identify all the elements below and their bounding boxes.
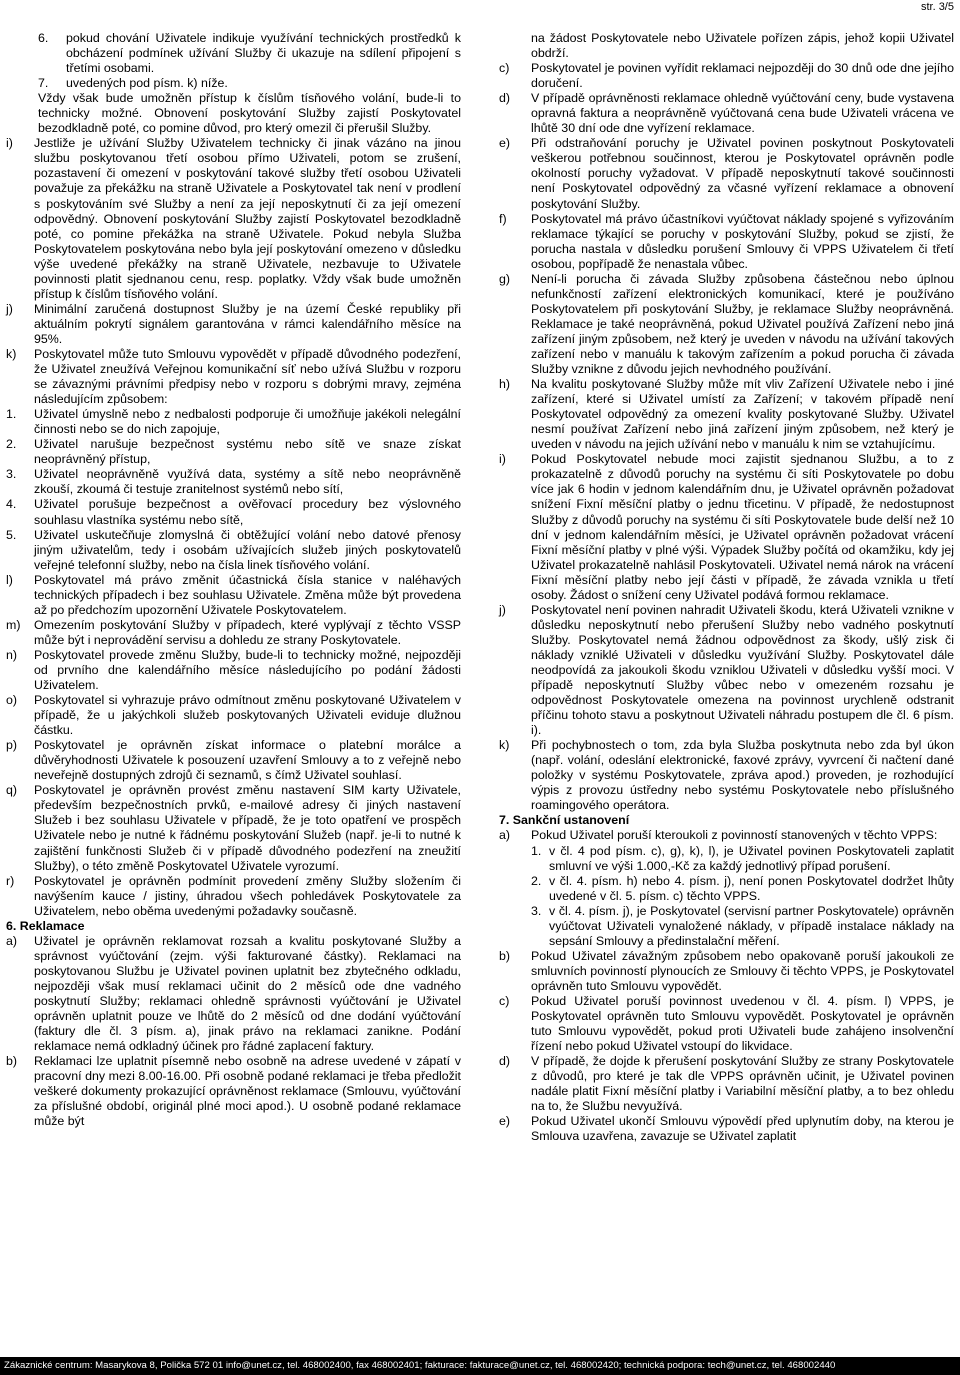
clause-text: Reklamaci lze uplatnit písemně nebo osobně na adrese uvedené v zápatí v pracovní dny mezi 8.00-16.00. Při osobně podané reklamaci je třeba předložit veškeré dokumenty prokazující oprávněnost reklamace (Smlouvu, vyúčtování za příslušné období, originál plné moci apod.). U osobně podané reklamace může být [34, 1054, 461, 1129]
item-text: Uživatel narušuje bezpečnost systému nebo sítě ve snaze získat neoprávněný přístup, [34, 437, 461, 467]
sub-list [499, 844, 954, 949]
clause-label: d) [499, 1054, 511, 1069]
clause-p [6, 738, 461, 783]
clause-label: f) [499, 211, 507, 226]
clause-text: Poskytovatel může tuto Smlouvu vypovědět v případě důvodného podezření, že Uživatel zneužívá Veřejnou komunikační síť nebo užívá Službu v rozporu se závaznými právními předpisy nebo v rozporu s dobrými mravy, zejména následujícím způsobem: [34, 346, 461, 407]
continued-text: na žádost Poskytovatele nebo Uživatele pořízen zápis, jehož kopii Uživatel obdrží. [531, 31, 954, 61]
clause-text: Uživatel je oprávněn reklamovat rozsah a kvalitu poskytované Služby a správnost vyúčtování (zejm. výši fakturované částky). Reklamaci na poskytovanou Službu je Uživatel povinen uplatnit bez zbytečného odkladu, nejpozději však musí reklamaci učinit do 2 měsíců ode dne vadného poskytnutí Služby; reklamaci ohledně správnosti vyúčtování je Uživatel oprávněn uplatnit pouze ve lhůtě do 2 měsíců od dne dodání vyúčtování (faktury dle čl. 3 písm. a), jinak právo na reklamaci zanikne. Podání reklamace nemá odkladný účinek pro řádné zaplacení faktury. [34, 933, 461, 1054]
list-item [531, 844, 954, 874]
clause-k [6, 347, 461, 407]
clause-i [6, 136, 461, 302]
top-numbered-list [6, 31, 461, 91]
clause-k [499, 738, 954, 813]
clause-c [499, 61, 954, 91]
clause-label: b) [499, 948, 511, 963]
clause-text: Poskytovatel si vyhrazuje právo odmítnout změnu poskytované Uživatelem v případě, že u jakýchkoli služeb poskytovaných Uživateli eviduje dlužnou částku. [34, 693, 461, 738]
clause-text: Omezením poskytování Služby v případech, které vyplývají z těchto VSSP může být i neprovádění servisu a dohledu ze strany Poskytovatele. [34, 617, 461, 647]
clause-label: e) [499, 136, 511, 151]
clause-q [6, 783, 461, 873]
clause-text: Poskytovatel je povinen vyřídit reklamaci nejpozději do 30 dnů ode dne jejího doručení. [531, 61, 954, 91]
item-label: 2. [531, 873, 542, 888]
abuse-list [6, 407, 461, 573]
clause-text: Na kvalitu poskytované Služby může mít vliv Zařízení Uživatele nebo i jiné zařízení, které si Uživatel umístí za Zařízení; v takovém případě není Poskytovatel odpovědný za omezení kvality poskytované Služby. Uživatel nesmí používat Zařízení nebo jiná zařízení jiným způsobem, než který je uveden v návodu na jejich užívání nebo v manuálu k nim se vztahujícímu. [531, 377, 954, 452]
clause-c [499, 994, 954, 1054]
clause-label: q) [6, 783, 18, 798]
clause-text: V případě oprávněnosti reklamace ohledně vyúčtování ceny, bude vystavena opravná faktura a neoprávněně vyúčtovaná cena bude Uživateli vrácena ve lhůtě 30 dní ode dne vyřízení reklamace. [531, 91, 954, 136]
list-item [531, 874, 954, 904]
emergency-note: Vždy však bude umožněn přístup k číslům tísňového volání, bude-li to technicky možné. Obnovení poskytování Služby zajistí Poskytovatel bezodkladně poté, co pomine důvod, pro který omezil či přerušil Služby. [38, 91, 461, 136]
clause-label: m) [6, 617, 21, 632]
clause-e [499, 136, 954, 211]
list-item [38, 31, 461, 76]
item-text: v čl. 4. písm. h) nebo 4. písm. j), není ponen Poskytovatel dodržet lhůty uvedené v čl. 5. písm. c) těchto VPPS. [549, 873, 954, 903]
clause-text: Pokud Uživatel závažným způsobem nebo opakovaně poruší jakoukoli ze smluvních povinností plynoucích ze Smlouvy či těchto VPPS, je Poskytovatel oprávněn tuto Smlouvu vypovědět. [531, 948, 954, 993]
clause-b [499, 949, 954, 994]
left-column [6, 31, 461, 1129]
list-item [6, 467, 461, 497]
clause-text: Poskytovatel provede změnu Služby, bude-li to technicky možné, nejpozději od prvního dne kalendářního měsíce následujícího po podání žádosti Uživatelem. [34, 647, 461, 693]
clause-label: i) [6, 136, 13, 151]
item-label: 5. [6, 527, 17, 542]
clause-label: o) [6, 693, 18, 708]
clause-i [499, 452, 954, 602]
clause-label: b) [6, 1054, 18, 1069]
clause-label: e) [499, 1114, 511, 1129]
item-label: 4. [6, 497, 17, 512]
clause-n [6, 648, 461, 693]
clause-text: Pokud Uživatel poruší kteroukoli z povinností stanovených v těchto VPPS: [531, 828, 938, 843]
item-text: uvedených pod písm. k) níže. [66, 76, 228, 91]
list-item [531, 904, 954, 949]
clause-text: Poskytovatel má právo účastníkovi vyúčtovat náklady spojené s vyřizováním reklamace týkající se poruchy v poskytování Služby, pokud se zjistí, že porucha nastala v důsledku porušení Smlouvy či VPPS Uživatelem či třetí osobou, popřípadě že nenastala vůbec. [531, 211, 954, 271]
clause-label: a) [6, 933, 18, 948]
clause-list [6, 934, 461, 1130]
clause-e [499, 1114, 954, 1144]
clause-h [499, 377, 954, 452]
clause-list [6, 136, 461, 407]
item-label: 1. [531, 843, 542, 858]
clause-text: V případě, že dojde k přerušení poskytování Služby ze strany Poskytovatele z důvodů, pro které je tak dle VPPS oprávněn učinit, je Uživatel povinen nadále platit Fixní měsíční platby i Variabilní měsíční platby, a to bez ohledu na to, že Službu nevyužívá. [531, 1054, 954, 1114]
clause-b [6, 1054, 461, 1129]
clause-text: Poskytovatel je oprávněn získat informace o platební morálce a důvěryhodnosti Uživatele k posouzení uzavření Smlouvy a to z veřejně nebo neveřejně dostupných zdrojů či seznamů, s čímž Uživatel souhlasí. [34, 738, 461, 783]
item-text: v čl. 4 pod písm. c), g), k), l), je Uživatel povinen Poskytovateli zaplatit smluvní ve výši 1.000,-Kč za každý jednotlivý případ porušení. [549, 843, 954, 873]
list-item [6, 497, 461, 527]
clause-list [499, 61, 954, 813]
clause-l [6, 573, 461, 618]
item-label: 2. [6, 437, 17, 452]
clause-text: Poskytovatel má právo změnit účastnická čísla stanice v naléhavých technických případech i bez souhlasu Uživatele. Změna může být provedena až po předchozím upozornění Uživatele Poskytovatelem. [34, 572, 461, 617]
item-label: 1. [6, 407, 17, 422]
clause-m [6, 618, 461, 648]
clause-label: i) [499, 452, 506, 467]
item-text: Uživatel neoprávněně využívá data, systémy a sítě nebo neoprávněně zkouší, zkoumá či testuje zranitelnost systémů nebo sítí, [34, 467, 461, 497]
item-text: Uživatel uskutečňuje zlomyslná či obtěžující volání nebo datové přenosy jiným uživatelům, tedy i osobám užívajících služeb jiných poskytovatelů veřejné telefonní služby, nebo na čísla linek tísňového volání. [34, 527, 461, 572]
clause-a [499, 828, 954, 843]
clause-d [499, 1054, 954, 1114]
clause-text: Minimální zaručená dostupnost Služby je na území České republiky při aktuálním pokrytí signálem garantována v rámci kalendářního měsíce na 95%. [34, 301, 461, 346]
clause-r [6, 874, 461, 919]
clause-label: a) [499, 828, 511, 843]
clause-label: l) [6, 572, 13, 587]
clause-o [6, 693, 461, 738]
clause-label: j) [6, 301, 13, 316]
clause-label: c) [499, 61, 510, 76]
clause-label: p) [6, 738, 18, 753]
item-text: pokud chování Uživatele indikuje využívání technických prostředků k obcházení podmínek užívání Služby či ukazuje na sdílení připojení s třetími osobami. [66, 31, 461, 76]
footer-contact-bar: Zákaznické centrum: Masarykova 8, Polička 572 01 info@unet.cz, tel. 468002400, fax 468002401; fakturace: fakturace@unet.cz, tel. 468002420; technická podpora: tech@unet.cz, tel. 468002440 [0, 1357, 960, 1375]
item-text: Uživatel úmyslně nebo z nedbalosti podporuje či umožňuje jakékoli nelegální činnosti nebo se do nich zapojuje, [34, 407, 461, 437]
clause-label: k) [499, 738, 510, 753]
clause-text: Pokud Uživatel poruší povinnost uvedenou v čl. 4. písm. l) VPPS, je Poskytovatel oprávněn tuto Smlouvu vypovědět. Poskytovatel je oprávněn tuto Smlouvu vypovědět, pokud proti Uživateli bude zahájeno insolvenční řízení nebo pokud Uživatel vstoupí do likvidace. [531, 994, 954, 1054]
item-label: 3. [6, 467, 17, 482]
item-label: 6. [38, 31, 49, 45]
clause-label: r) [6, 873, 15, 888]
clause-label: j) [499, 602, 506, 617]
clause-d [499, 91, 954, 136]
section-heading-sankce: 7. Sankční ustanovení [499, 813, 630, 828]
right-column [499, 31, 954, 1144]
clause-text: Při pochybnostech o tom, zda byla Služba poskytnuta nebo zda byl úkon (např. volání, odeslání elektronické, faxové zprávy, vyvrcení či načtení dané položky v systému Poskytovatele, zpráva apod.) proveden, je rozhodující výpis z provozu ústředny nebo systému Poskytovatele nebo příslušného roamingového operátora. [531, 738, 954, 813]
clause-text: Poskytovatel je oprávněn provést změnu nastavení SIM karty Uživatele, především bezpečnostních prvků, e-mailové adresy či jiných nastavení Služeb i bez souhlasu Uživatele v případě, že je toto opatření ve prospěch Uživatele nebo je nutné k řádnému poskytování Služeb (např. je-li to nutné k zajištění funkčnosti Služeb či v případě důvodného podezření na zneužití Služby), o této změně Poskytovatel Uživatele vyrozumí. [34, 783, 461, 873]
clause-label: n) [6, 647, 18, 662]
clause-list [499, 949, 954, 1145]
clause-j [6, 302, 461, 347]
clause-label: g) [499, 271, 511, 286]
clause-j [499, 603, 954, 738]
clause-label: h) [499, 377, 511, 392]
clause-label: k) [6, 346, 17, 361]
list-item [6, 528, 461, 573]
clause-text: Poskytovatel není povinen nahradit Uživateli škodu, která Uživateli vznikne v důsledku neposkytnutí nebo přerušení Služby nebo vadného poskytnutí Služby. Poskytovatel nemá žádnou odpovědnost za škody, ušlý zisk či náklady vzniklé Uživateli v důsledku využívání Služby. Poskytovatel dále neodpovídá za jakoukoli škodu vzniklou Uživateli v důsledku vyšší moci. V případě neposkytnutí Služby vůbec nebo v omezeném rozsahu je odpovědnost Poskytovatele omezena na povinnost urychleně odstranit příčinu tohoto stavu a poskytnout Uživateli náhradu postupem dle čl. 6 písm. i). [531, 602, 954, 738]
clause-g [499, 272, 954, 377]
list-item [6, 437, 461, 467]
list-item [38, 76, 461, 91]
clause-text: Při odstraňování poruchy je Uživatel povinen poskytnout Poskytovateli veškerou potřebnou součinnost, kterou je Poskytovatel oprávněn podle okolností poruchy vyžadovat. V případě neposkytnutí takové součinnosti není Poskytovatel odpovědný za včasné vyřízení reklamace a obnovení poskytování Služby. [531, 136, 954, 211]
clause-text: Poskytovatel je oprávněn podmínit provedení změny Služby složením či navýšením kauce / jistiny, úhradou všech pohledávek Poskytovatele za Uživatelem, nebo oběma uvedenými požadavky současně. [34, 873, 461, 918]
item-text: Uživatel porušuje bezpečnost a ověřovací procedury bez výslovného souhlasu vlastníka systému nebo sítě, [34, 497, 461, 527]
item-text: v čl. 4. písm. j), je Poskytovatel (servisní partner Poskytovatele) oprávněn vyúčtovat Uživateli vynaložené náklady, v případě instalace náklady na sepsání Smlouvy a předinstalační měření. [549, 903, 954, 948]
clause-text: Není-li porucha či závada Služby způsobena částečnou nebo úplnou nefunkčností zařízení elektronických komunikací, které je používáno Poskytovatelem při poskytování Služby, je reklamace Služby neoprávněná. Reklamace je také neoprávněná, pokud Uživatel používá Zařízení nebo jiná zařízení jiným způsobem, než který je uveden v návodu na užívání takových zařízení nebo v manuálu k takovým zařízením a pokud porucha či závada Služby vznikne z důvodu jejich nevhodného používání. [531, 271, 954, 377]
clause-a [6, 934, 461, 1054]
clause-list [6, 573, 461, 919]
list-item [6, 407, 461, 437]
clause-text: Pokud Uživatel ukončí Smlouvu výpovědí před uplynutím doby, na kterou je Smlouva uzavřena, zavazuje se Uživatel zaplatit [531, 1114, 954, 1144]
item-label: 7. [38, 76, 49, 91]
clause-f [499, 212, 954, 272]
clause-label: d) [499, 91, 511, 106]
page-number: str. 3/5 [920, 1, 954, 13]
clause-label: c) [499, 994, 510, 1008]
clause-text: Jestliže je užívání Služby Uživatelem technicky či jinak vázáno na jinou službu poskytovanou třetí osobou přímo Uživateli, potom se zrušení, pozastavení či omezení v poskytování takové služby třetí osobou Uživateli považuje za překážku na straně Uživatele a Poskytovatel tak není v prodlení s poskytováním své Služby a není za její neposkytnutí či za její omezení odpovědný. Obnovení poskytování Služby zajistí Poskytovatel bezodkladně poté, co pomine překážka na straně Uživatele. Pokud nebyla Služba Poskytovatelem poskytována nebo byla její poskytování omezeno v důsledku výše uvedené překážky na straně Uživatele, nezbavuje to Uživatele povinnosti platit sjednanou cenu, resp. poplatky. Vždy však bude umožněn přístup k číslům tísňového volání. [34, 136, 461, 301]
section-heading-reklamace: 6. Reklamace [6, 918, 85, 933]
clause-text: Pokud Poskytovatel nebude moci zajistit sjednanou Službu, a to z prokazatelně z důvodů poruchy na systému či síti Poskytovatele po dobu více jak 6 hodin v jednom kalendářním dnu, je Uživatel oprávněn požadovat snížení Fixní měsíční platby o jednu třicetinu. V případě, že nedostupnost Služby z důvodů poruchy na systému či síti Poskytovatele bude delší než 10 dní v jednom kalendářním měsíci, je Uživatel oprávněn požadovat vrácení Fixní měsíční platby v plné výši. Výpadek Služby počítá od okamžiku, kdy jej Uživatel prokazatelně nahlásil Poskytovateli. Uživatel nemá nárok na vrácení Fixní měsíční platby nebo její části v případě, že závada vznikla u třetí osoby. Žádost o snížení ceny Uživatel podává formou reklamace. [531, 452, 954, 602]
item-label: 3. [531, 903, 542, 918]
